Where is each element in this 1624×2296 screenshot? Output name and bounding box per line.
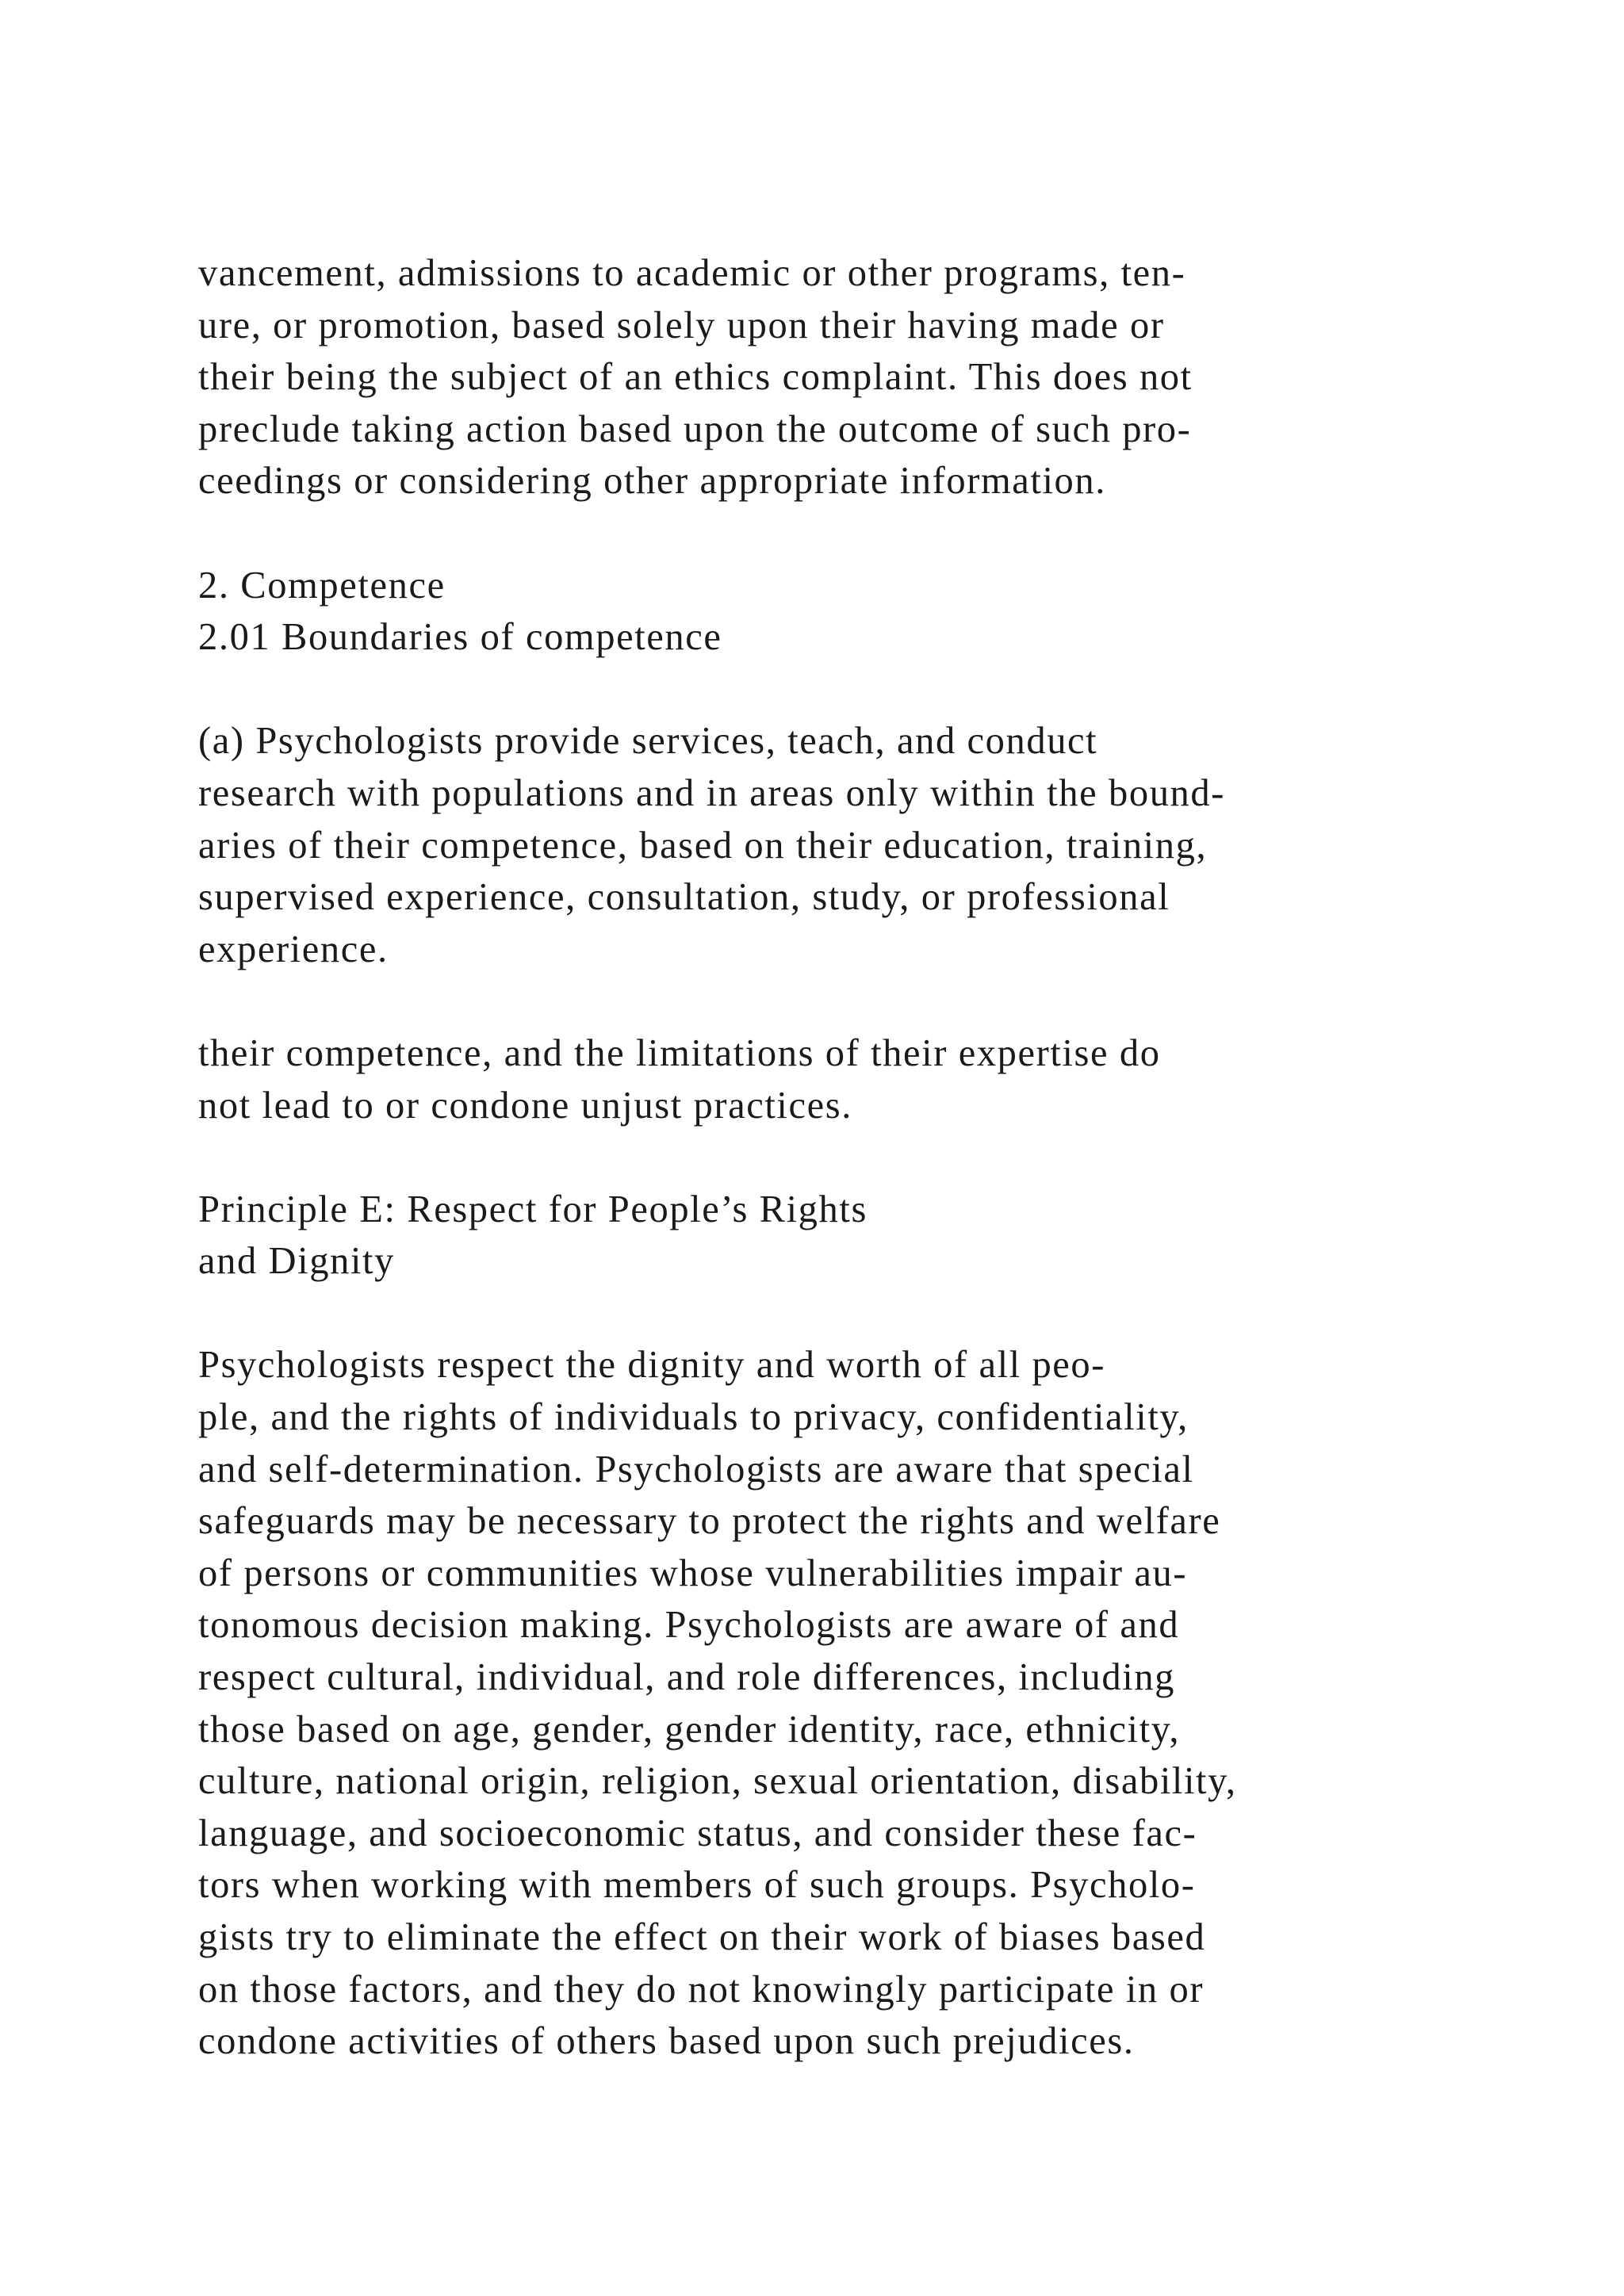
text-line: tonomous decision making. Psychologists are aware of and — [198, 1604, 1180, 1647]
text-line: (a) Psychologists provide services, teach, and conduct — [198, 720, 1098, 763]
paragraph-intro-continuation — [198, 247, 1546, 507]
subsection-title: 2.01 Boundaries of competence — [198, 616, 722, 659]
text-line: Psychologists respect the dignity and worth of all peo- — [198, 1344, 1106, 1387]
text-line: preclude taking action based upon the outcome of such pro- — [198, 408, 1192, 450]
text-line: of persons or communities whose vulnerabilities impair au- — [198, 1552, 1188, 1594]
paragraph-justice-continuation — [198, 1027, 1546, 1131]
paragraph-competence-a — [198, 715, 1546, 975]
text-line: ple, and the rights of individuals to privacy, confidentiality, — [198, 1396, 1189, 1439]
text-line: not lead to or condone unjust practices. — [198, 1084, 852, 1127]
text-line: gists try to eliminate the effect on their work of biases based — [198, 1916, 1206, 1958]
text-line: those based on age, gender, gender identity, race, ethnicity, — [198, 1708, 1181, 1751]
section-heading-competence — [198, 560, 1546, 664]
text-line: safeguards may be necessary to protect the rights and welfare — [198, 1500, 1221, 1543]
text-line: supervised experience, consultation, study, or professional — [198, 876, 1170, 919]
text-line: tors when working with members of such groups. Psycholo- — [198, 1864, 1196, 1907]
text-line: aries of their competence, based on their education, training, — [198, 824, 1208, 867]
principle-e-heading — [198, 1184, 1546, 1288]
text-line: language, and socioeconomic status, and consider these fac- — [198, 1812, 1197, 1854]
heading-line: Principle E: Respect for People’s Rights — [198, 1188, 868, 1230]
text-line: their competence, and the limitations of their expertise do — [198, 1031, 1161, 1074]
text-line: ceedings or considering other appropriate information. — [198, 460, 1106, 503]
text-line: respect cultural, individual, and role differences, including — [198, 1656, 1176, 1699]
text-line: ure, or promotion, based solely upon their having made or — [198, 304, 1165, 346]
text-line: on those factors, and they do not knowingly participate in or — [198, 1968, 1205, 2011]
text-line: condone activities of others based upon such prejudices. — [198, 2020, 1135, 2063]
text-line: research with populations and in areas only within the bound- — [198, 771, 1225, 814]
heading-line: and Dignity — [198, 1240, 395, 1283]
text-line: culture, national origin, religion, sexual orientation, disability, — [198, 1760, 1237, 1803]
text-line: experience. — [198, 928, 389, 970]
document-body — [198, 247, 1546, 2119]
text-line: and self-determination. Psychologists are aware that special — [198, 1448, 1194, 1490]
text-line: their being the subject of an ethics complaint. This does not — [198, 356, 1193, 399]
paragraph-principle-e-body — [198, 1339, 1546, 2067]
section-title: 2. Competence — [198, 564, 446, 607]
text-line: vancement, admissions to academic or other programs, ten- — [198, 252, 1186, 294]
